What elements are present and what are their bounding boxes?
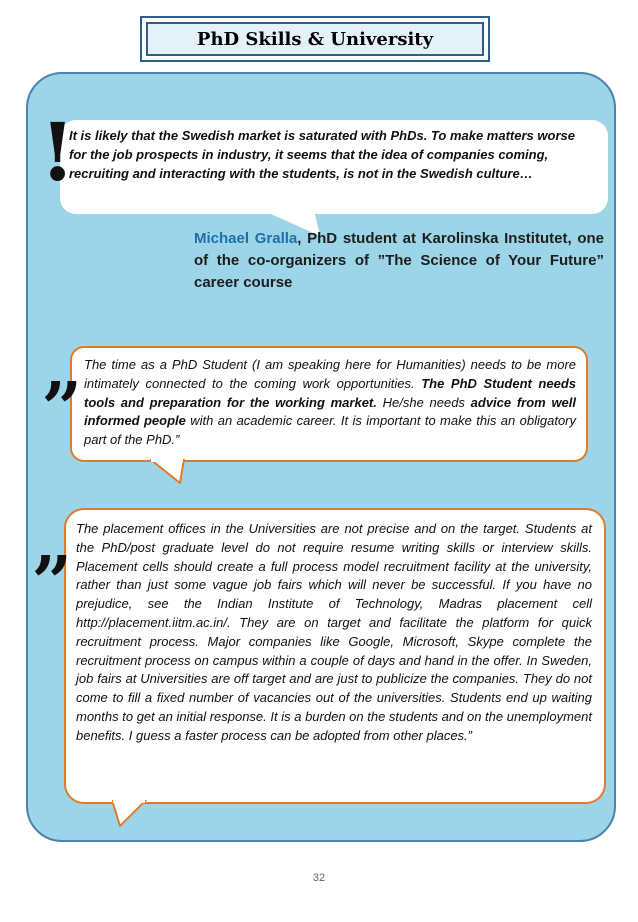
quote-1-text: It is likely that the Swedish market is saturated with PhDs. To make matters worse for the job prospects in industry, it seems that the idea of companies coming, recruiting and interacting with the students, is not in the Swedish culture… (69, 128, 575, 181)
quote-2-part-1: The time as a PhD Student (I am speaking here for Humanities) needs to be more intimately connected to the coming work opportunities. (84, 357, 576, 391)
attribution-name: Michael Gralla (194, 230, 298, 247)
quote-2-part-2: He/she needs (376, 394, 471, 410)
title-banner-inner (146, 22, 484, 56)
quote-3-text: The placement offices in the Universities are not precise and on the target. Students at the PhD/post graduate level do not require resume writing skills or interview skills. Placement cells should create a full process model recruitment facility at the university, rather than just some vague job fairs which will never be successful. If you have no prejudice, see the Indian Institute of Technology, Madras placement cell http://placement.iitm.ac.in/. They are on target and facilitate the platform for quick recruitment process. Major companies like Google, Microsoft, Skype complete the recruitment process on campus within a couple of days and hand in the offer. In Sweden, job fairs at Universities are off target and are just to publicize the companies. They do not come to fill a fixed number of vacancies out of the universities. Students end up waiting months to get an initial response. It is a burden on the students and on the unemployment benefits. I guess a faster process can be adopted from other places.” (76, 521, 592, 743)
quote-bubble-3 (64, 508, 606, 804)
quote-bubble-2-tail (150, 459, 190, 485)
quote-marks-icon: ,, (44, 332, 77, 407)
title-banner (140, 16, 490, 62)
quote-2-bold-1: The PhD Student needs tools and preparation for the working market. (84, 375, 576, 410)
quote-bubble-2 (70, 346, 588, 462)
quote-2-bold-2: advice from well informed people (84, 394, 577, 429)
exclamation-icon: ! (40, 105, 76, 199)
quote-attribution (194, 228, 604, 294)
page-number: 32 (312, 872, 326, 884)
quote-bubble-1 (60, 120, 608, 214)
page-title: PhD Skills & University (196, 28, 434, 50)
quote-2-part-3: with an academic career. It is important to make this an obligatory part of the PhD.” (84, 413, 577, 448)
quote-marks-icon: ,, (34, 506, 67, 581)
quote-2-text (84, 356, 576, 450)
quote-bubble-3-tail (112, 800, 152, 828)
attribution-description: , PhD student at Karolinska Institutet, one of the co-organizers of ”The Science of Your Future” career course (194, 230, 604, 291)
